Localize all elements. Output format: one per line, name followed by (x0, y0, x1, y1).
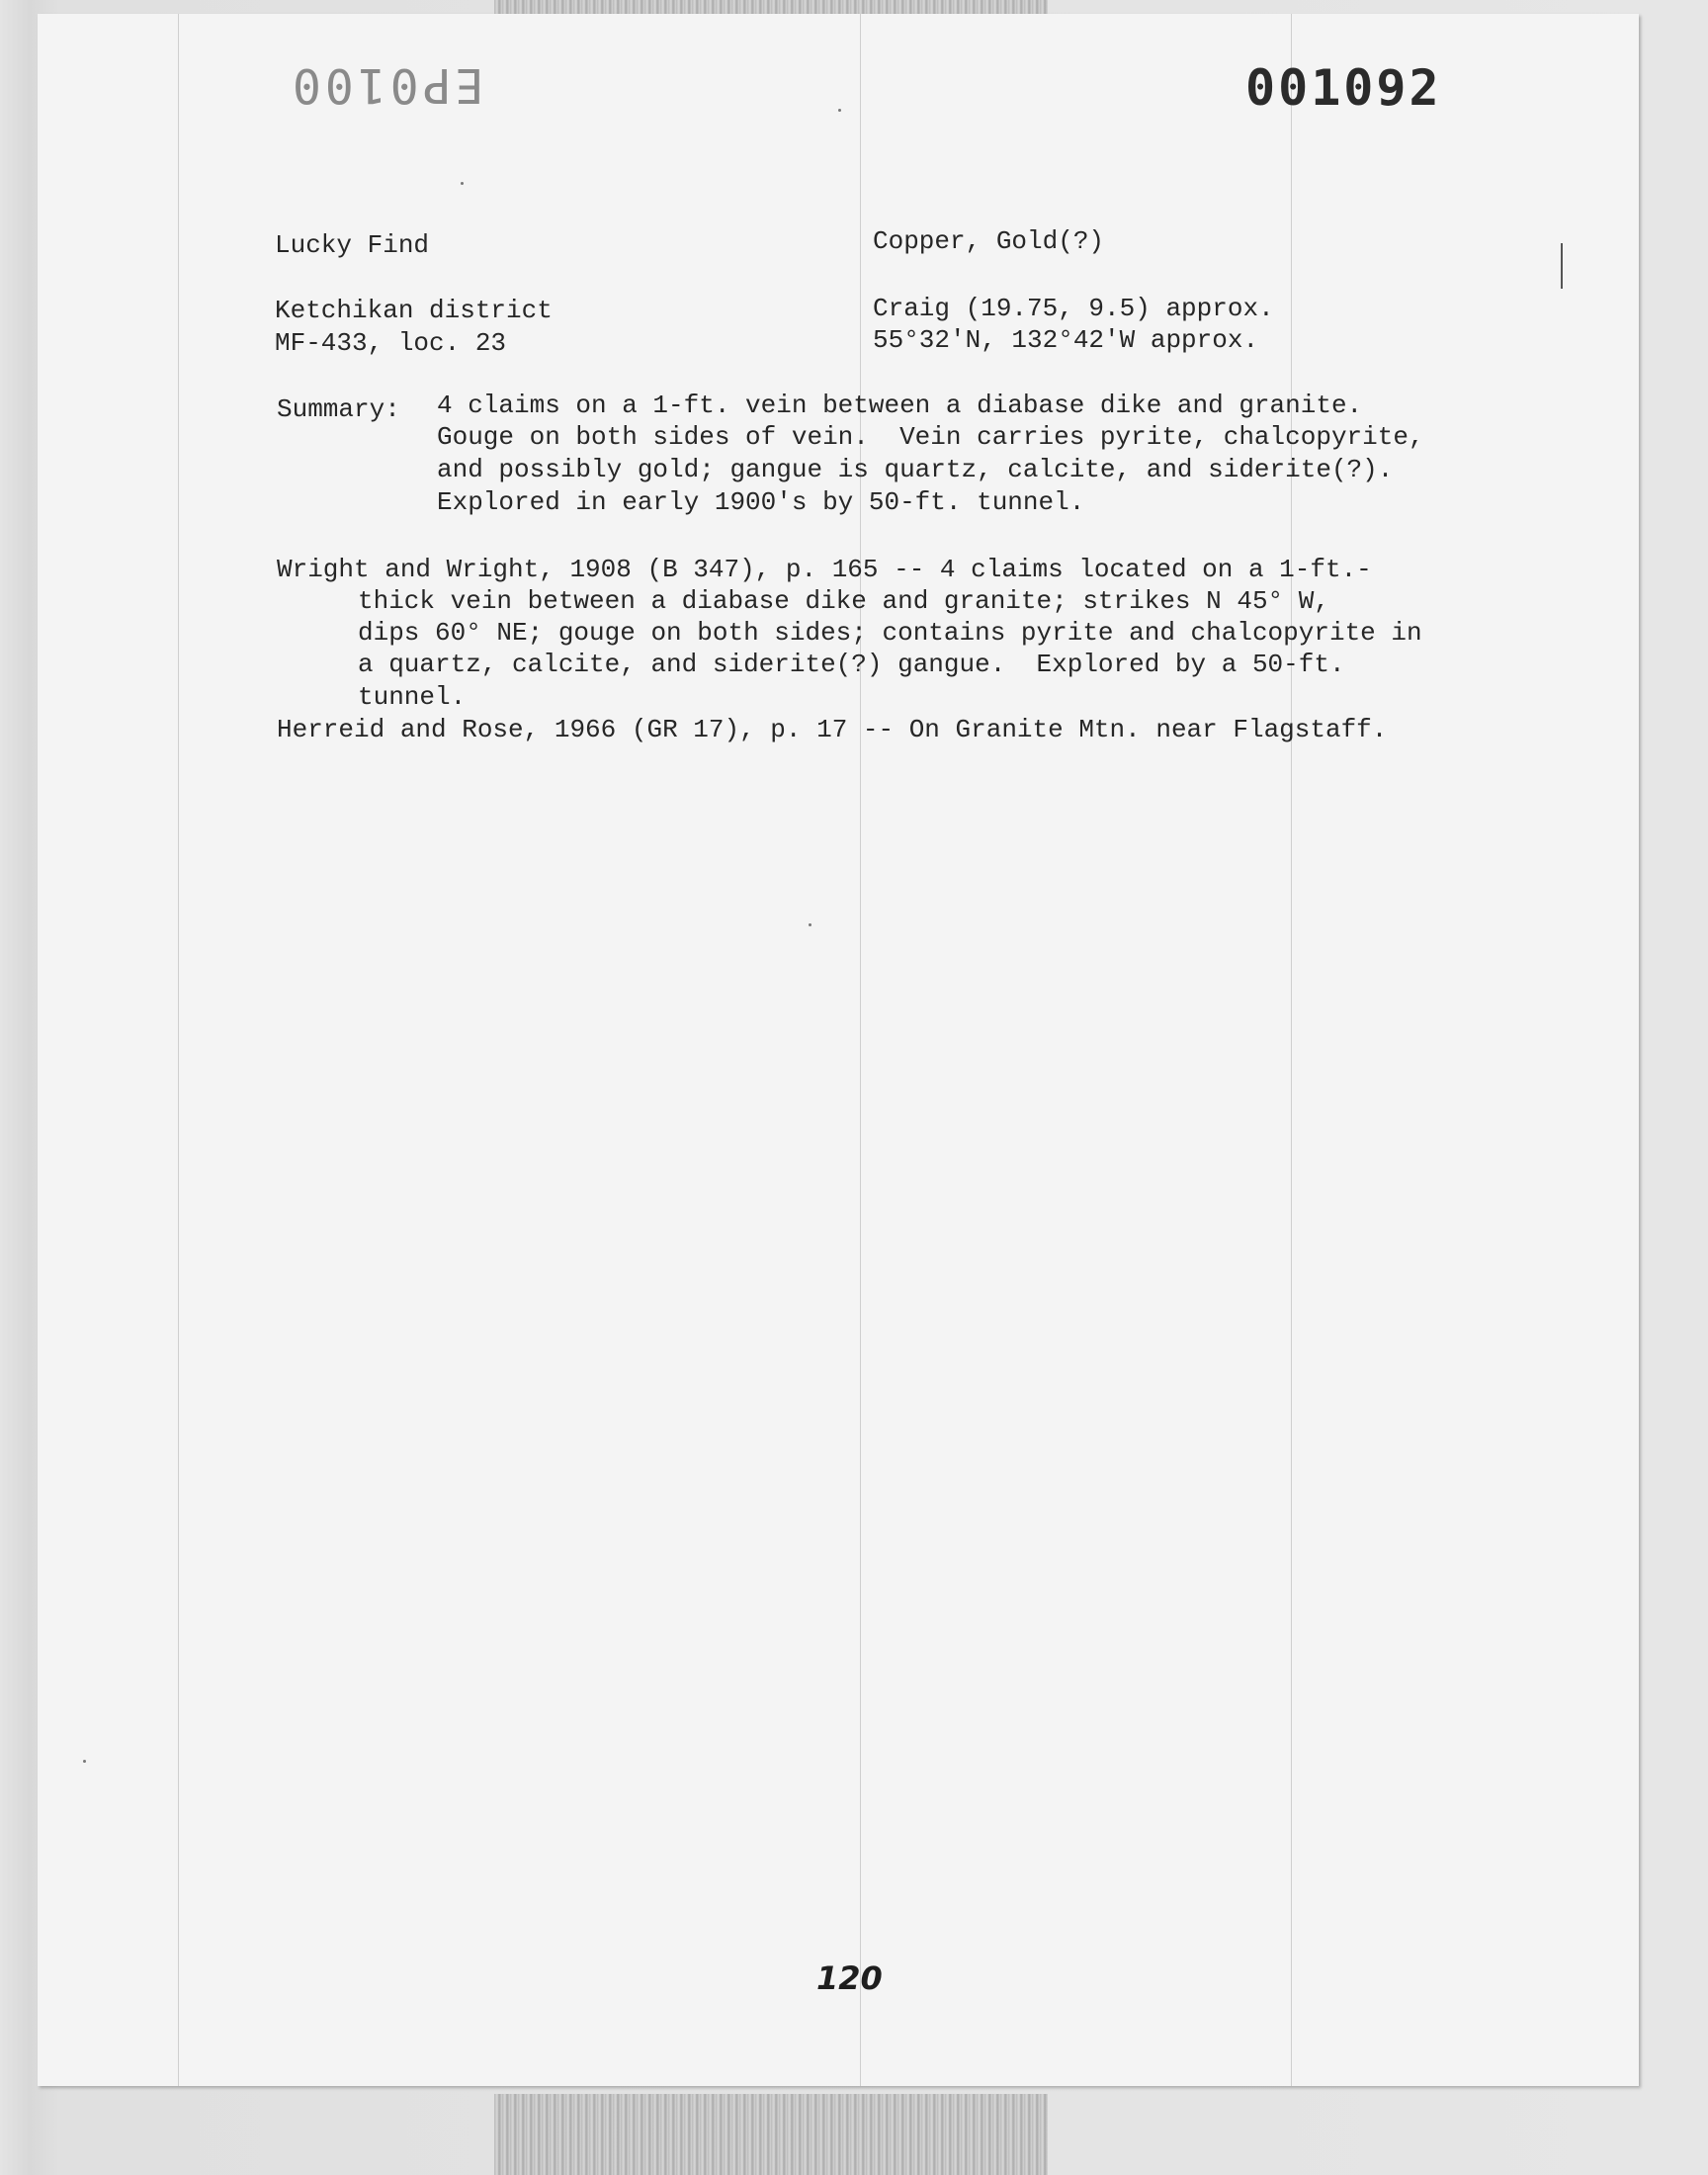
reference-line: dips 60° NE; gouge on both sides; contains pyrite and chalcopyrite in (358, 618, 1422, 648)
map-reference: MF-433, loc. 23 (275, 328, 507, 358)
scan-speck (83, 1760, 86, 1763)
deposit-name: Lucky Find (275, 230, 430, 260)
scan-artifact-line (1291, 14, 1292, 2086)
summary-line: 4 claims on a 1-ft. vein between a diabase dike and granite. (437, 391, 1363, 420)
scanner-stripe-top (494, 0, 1048, 14)
record-number-stamp: 001092 (1245, 59, 1442, 117)
summary-line: and possibly gold; gangue is quartz, calcite, and siderite(?). (437, 455, 1394, 484)
file-code-stamp: EP0100 (289, 57, 484, 113)
scan-artifact-line (860, 14, 861, 2086)
reference-line: Wright and Wright, 1908 (B 347), p. 165 -- 4 claims located on a 1-ft.- (277, 555, 1372, 584)
document-page (38, 14, 1639, 2086)
handwritten-page-number: 120 (816, 1959, 883, 1997)
scan-speck (838, 109, 841, 112)
margin-pencil-mark (1561, 243, 1563, 289)
coordinates: 55°32'N, 132°42'W approx. (873, 325, 1259, 355)
quadrangle: Craig (19.75, 9.5) approx. (873, 294, 1274, 323)
commodities: Copper, Gold(?) (873, 226, 1105, 256)
reference-line: a quartz, calcite, and siderite(?) gangue. Explored by a 50-ft. (358, 650, 1345, 679)
scan-artifact-line (178, 14, 179, 2086)
district: Ketchikan district (275, 296, 553, 325)
reference-line: tunnel. (358, 682, 467, 712)
summary-line: Explored in early 1900's by 50-ft. tunnel. (437, 487, 1085, 517)
reference-line: Herreid and Rose, 1966 (GR 17), p. 17 -- On Granite Mtn. near Flagstaff. (277, 715, 1388, 744)
reference-line: thick vein between a diabase dike and granite; strikes N 45° W, (358, 586, 1329, 616)
scan-speck (809, 923, 811, 926)
scanner-stripe-bottom (494, 2094, 1048, 2175)
scan-speck (461, 182, 464, 185)
summary-line: Gouge on both sides of vein. Vein carries pyrite, chalcopyrite, (437, 422, 1424, 452)
summary-label: Summary: (277, 394, 400, 424)
